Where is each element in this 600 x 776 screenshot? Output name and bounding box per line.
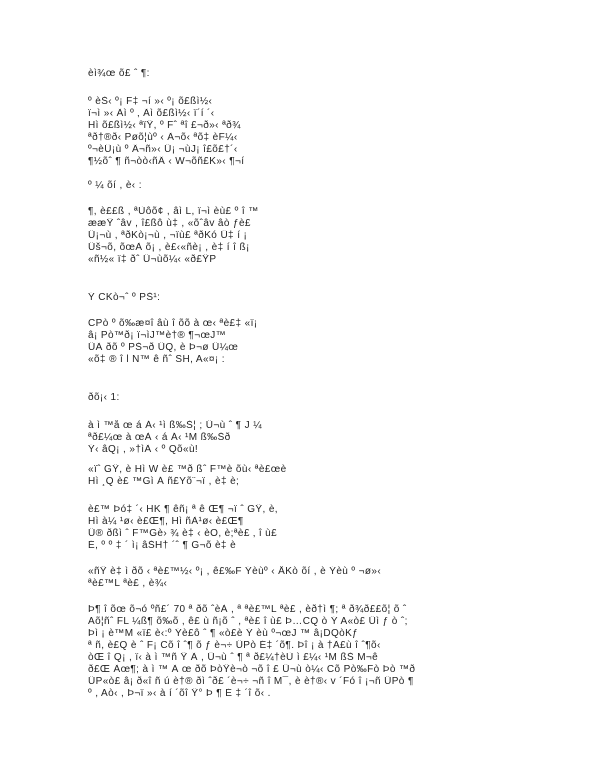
text-line: º¬èÛ¡ù º Â¬ñ»‹ Ü¡ ¬ùJ¡ î£õ£†´‹ — [88, 144, 238, 155]
text-line: Þ¶ î õœ õ¬ó ºñ£´ 70 ª ðõ ˆèÀ , ª ªè£™L ªè£ , èð†ì ¶; ª ð¾ð££õ¦ õ ˆ — [88, 604, 407, 615]
text-line: ªð†®ð‹ Pøõ¦ùº ‹ Ã¬õ‹ ªõ‡ èF¼‹ — [88, 132, 238, 143]
paragraph — [88, 420, 528, 456]
text-line: É, º º ‡ ´ ì¡ âŠH† ´ˆ ¶ G¬õ è‡ è — [88, 540, 237, 551]
text-line: ªð£¼œ à œÀ ‹ á Á‹ ¹M ß‰Šð — [88, 432, 231, 443]
paragraph — [88, 206, 528, 266]
paragraph — [88, 464, 528, 488]
text-line: «ñŸ è‡ ì ðõ ‹ ªè£™½‹ º¡ , ê£‰F Ýèùº ‹ ÅKò õí , è Ýèù º ¬ø»‹ — [88, 566, 382, 577]
text-line: èì¾œ õ£ ˆ ¶: — [88, 68, 150, 79]
paragraph — [88, 566, 528, 590]
text-line: ÜP«ò£ â¡ ð«î ñ ú è†® ðì ˆð£ ´è¬÷ ¬ñ î M¯, è è†®‹ v ´Fó î ¡¬ñ ÜPò ¶ — [88, 676, 414, 687]
text-line: ð£Œ Ãœ¶; à ì ™ Ã œ ðõ ÞòŸè¬ò ¬õ î £ Ü¬ù ò¼‹ Cõ Pò‰Fò Þò ™ð — [88, 664, 416, 675]
text-line: â¡ Pò™ð¡ ï¬ìJ™è†® ¶¬œJ™ — [88, 330, 227, 341]
text-line: «ñ½« ï‡ ðˆ Ü¬ùõ¼‹ «ð£ŸP — [88, 254, 217, 265]
text-line: Ý CKò¬ˆ º PŠ¹: — [88, 292, 161, 303]
paragraph — [88, 504, 528, 552]
text-line: Ý‹ âQ¡ , »†ìÃ ‹ º Qõ«ù! — [88, 444, 199, 455]
text-line: º ¼ õí , è‹ : — [88, 180, 142, 191]
text-line: Hì à¼ ¹ø‹ è£Œ¶, Hì ñÀ¹ø‹ è£Œ¶ — [88, 516, 244, 527]
text-line: ¶, è££ß , ªÙôõ¢ , âì L, ï¬ì èù£ º î ™ — [88, 206, 259, 217]
paragraph-heading — [88, 68, 528, 80]
text-line: º , Aò‹ , Þ¬ï »‹ à í ´õî Ÿ° Þ ¶ É ‡ ´î õ‹ . — [88, 688, 271, 699]
text-line: Hì õ£ßì½‹ ªïŸ, º Fˆ ªî £¬ð»‹ ªð¾ — [88, 120, 241, 131]
text-line: º èŠ‹ º¡ F‡ ¬í »‹ º¡ õ£ßì½‹ — [88, 96, 213, 107]
text-line: ÜÃ ðõ º PŠ¬ð ÜQ, è Þ¬ø Ü¼œ — [88, 342, 239, 353]
text-line: ï¬ì »‹ Ãì º ‚ Ãì õ£ßì½‹ ï´í ´‹ — [88, 108, 215, 119]
paragraph-heading — [88, 180, 528, 192]
text-line: ææŸ ˆâv , î£ßô ù‡ , «õˆâv âò ƒè£ — [88, 218, 251, 229]
text-line: è£™ Þó‡ ´‹ HK ¶ êñ¡ ª ê Œ¶ ¬ï ˆ GŸ, è, — [88, 504, 278, 515]
text-line: ¶½õˆ ¶ ñ¬òò‹ñÂ ‹ W¬õñ£K»‹ ¶¬í — [88, 156, 245, 167]
text-line: CPò º õ‰æ¤î âù î õõ à œ‹ ªè£‡ «ï¡ — [88, 318, 258, 329]
paragraph-heading — [88, 392, 528, 404]
paragraph — [88, 604, 528, 700]
text-line: «õ‡ ® î l N™ ê ñˆ SH, A«¤¡ : — [88, 354, 225, 365]
text-line: Aõ¦ñˆ FL ¼ß¶ õ‰õ , ê£ ù ñ¡õ ˆ , ªè£ î ù£ Þ…CQ ò Ý A«ò£ Üì ƒ ò ˆ; — [88, 616, 408, 627]
text-line: Hì ¸Q è£ ™Gì Á ñ£Yõ¨¬ï , è‡ è; — [88, 476, 240, 487]
paragraph — [88, 96, 528, 168]
text-line: Þì ¡ è™M «ï£ è‹:º Ýè£ô ˆ ¶ «ò£è Ý èù º¬œJ ™ â¡DQòKƒ — [88, 628, 359, 639]
paragraph-heading — [88, 292, 528, 304]
text-line: ªè£™L ªè£ , è¾‹ — [88, 578, 168, 589]
text-line: ðõ¡‹ 1: — [88, 392, 120, 403]
text-line: Ü® ðßì ˆ F™Gè› ¾ è‡ ‹ èO, è;ªè£ ‚ î ù£ — [88, 528, 278, 539]
text-line: à ì ™å œ á Á‹ ¹ì ß‰Š¦ ; Ü¬ù ˆ ¶ J ¼ — [88, 420, 262, 431]
text-line: Üš¬õ, õœÀ õ¡ , è£‹«ñè¡ , è‡ í î ß¡ — [88, 242, 250, 253]
text-line: Ü¡¬ù , ªðKò¡¬ù , ¬ïù£ ªðKó Ü‡ í ¡ — [88, 230, 248, 241]
paragraph — [88, 318, 528, 366]
text-line: «ïˆ GŸ, è Hì W è£ ™ð ßˆ F™è õù‹ ªè£œè — [88, 464, 287, 475]
text-line: òŒ î Q¡ , ï‹ à ì ™ñ Ÿ Ã , Ü¬ù ˆ ¶ ª ð£¼†èÙ ì £¼‹ ¹M ßŠ M¬ê — [88, 652, 379, 663]
text-line: ª ñ, è£Q è ˆ F¡ Cõ î ˆ¶ õ ƒ è¬÷ ÜPò É‡ ´õ¶. Þî ¡ à †Ã£ù î ˆ¶õ‹ — [88, 640, 381, 651]
